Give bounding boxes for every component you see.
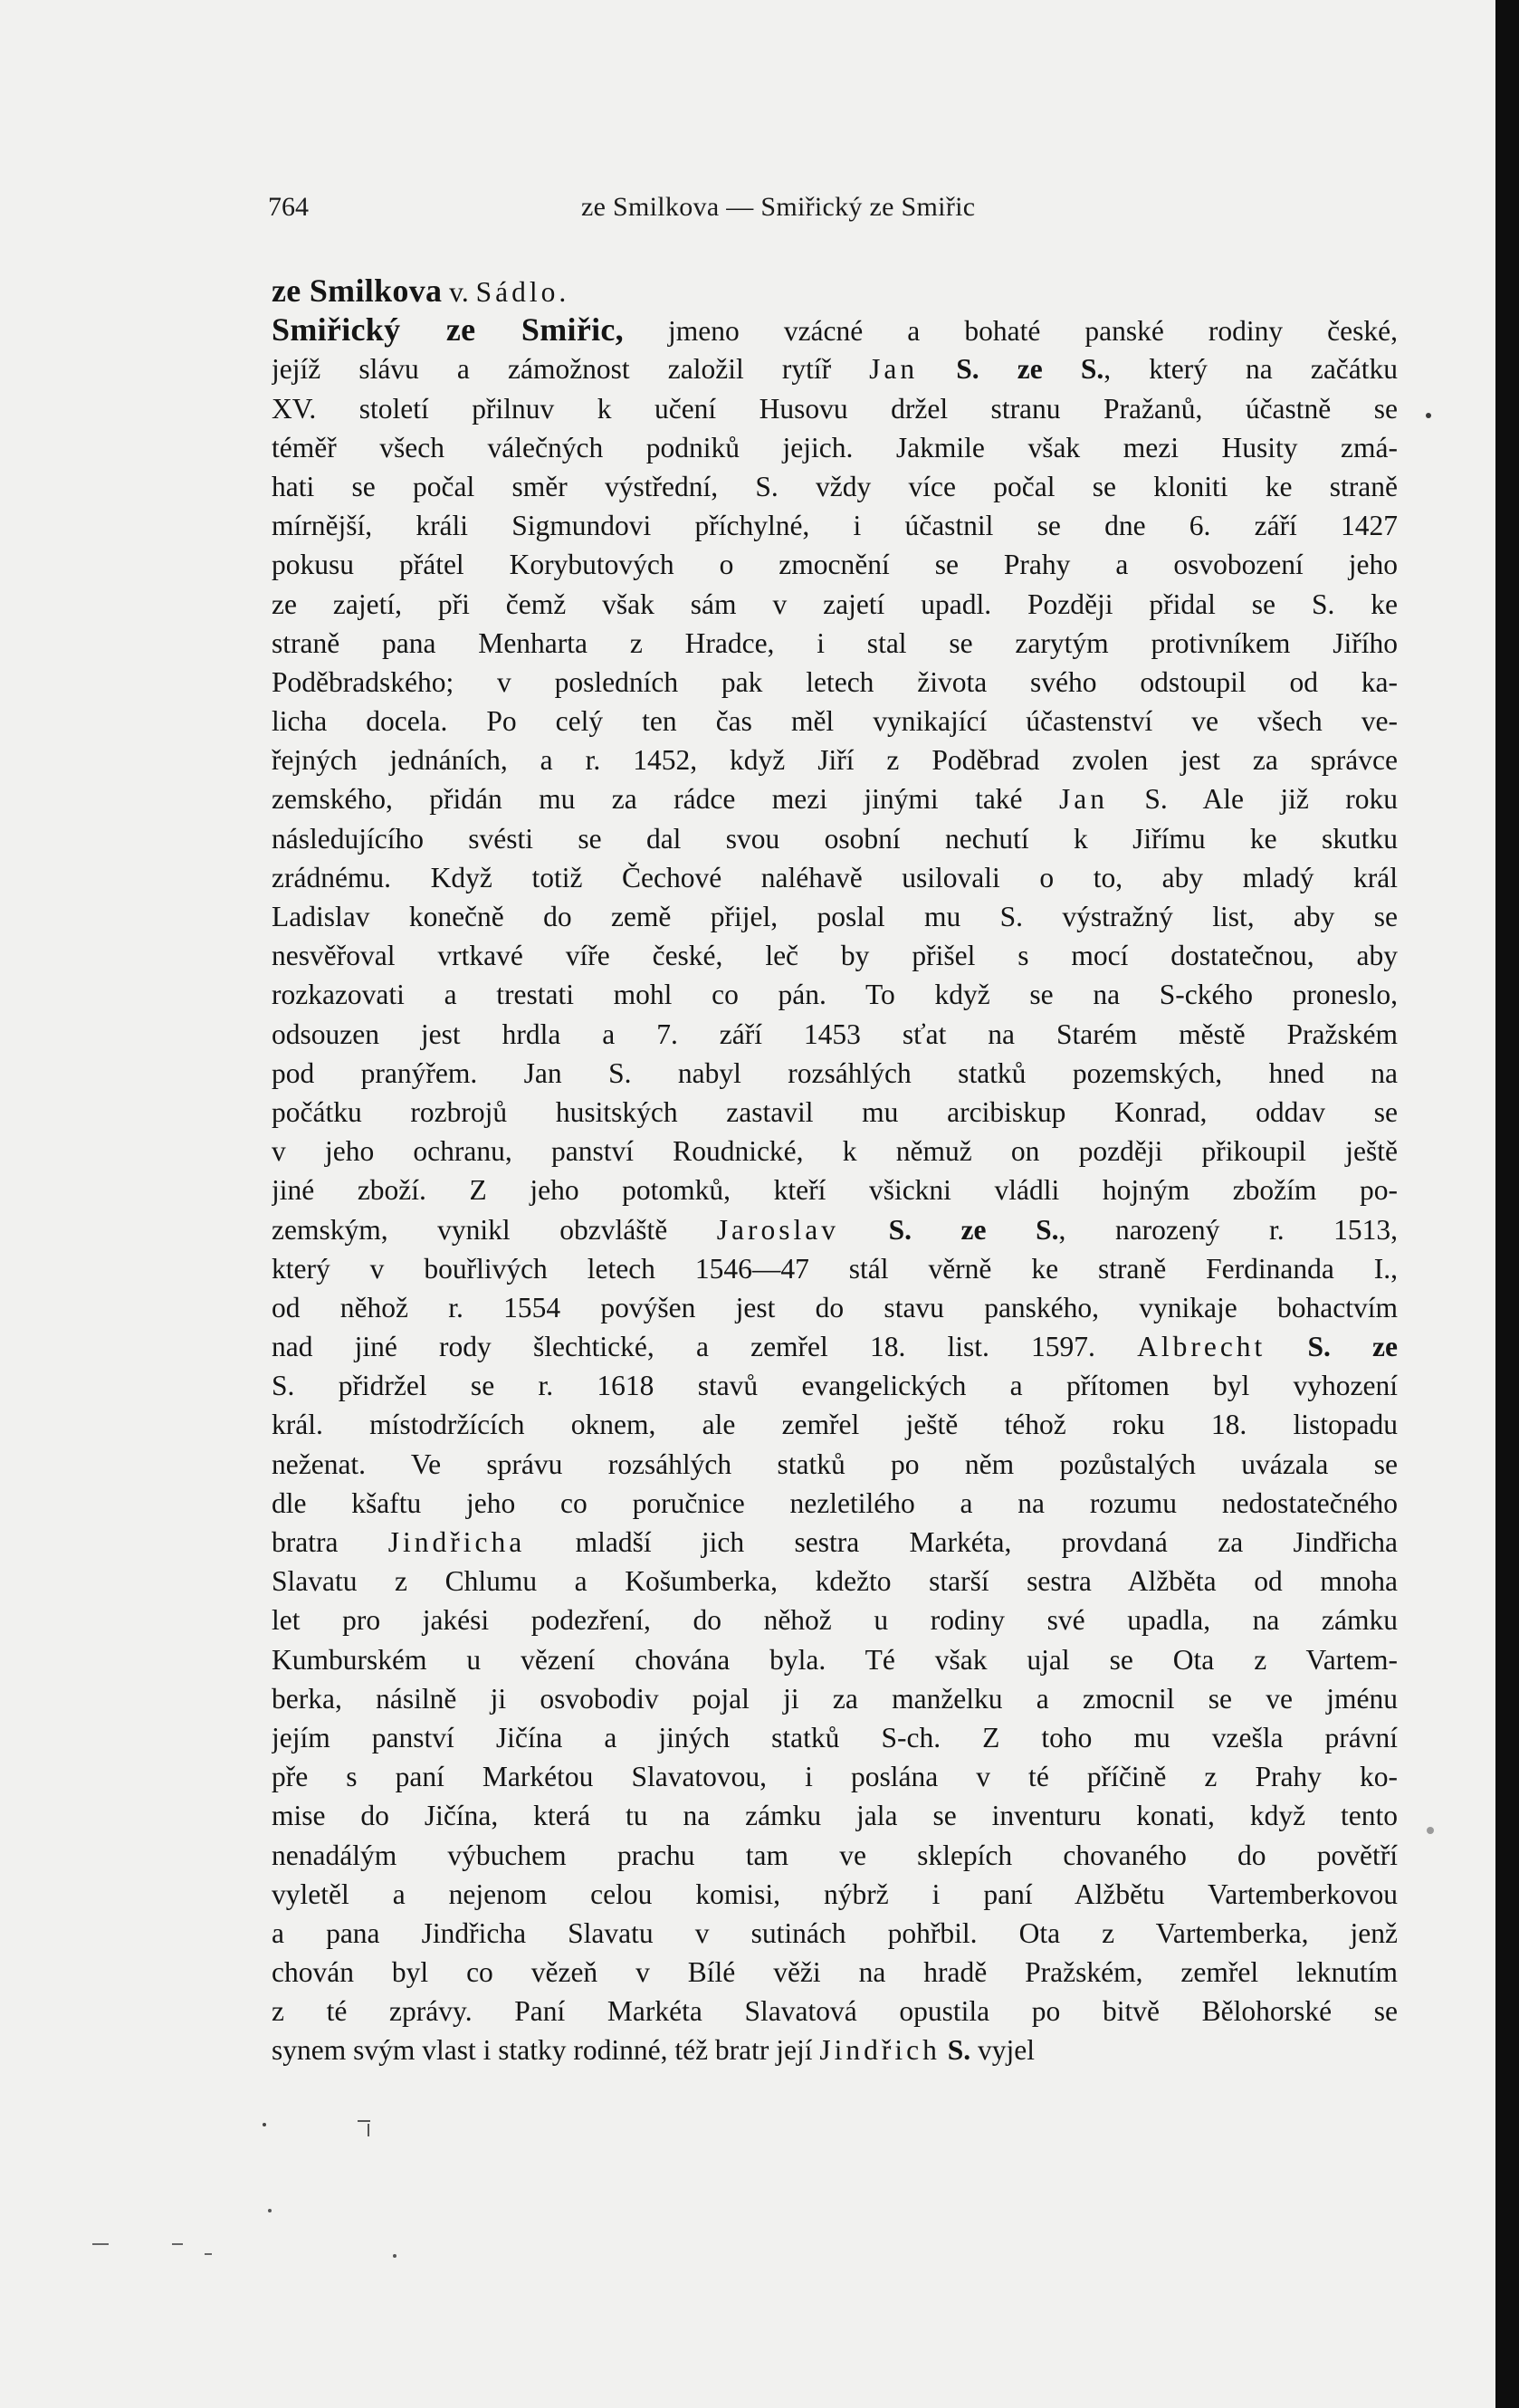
- text-run: mladší jich sestra Markéta, provdaná za Jindřicha: [525, 1526, 1398, 1558]
- text-line: [272, 585, 1398, 624]
- text-line: [272, 1132, 1398, 1171]
- text-line: [272, 975, 1398, 1014]
- text-run: mírnější, králi Sigmundovi příchylné, i účastnil se dne 6. září 1427: [272, 510, 1398, 542]
- text-run: bratra: [272, 1526, 388, 1558]
- text-run: [918, 353, 956, 385]
- text-run: chován byl co vězeň v Bílé věži na hradě Pražském, zemřel leknutím: [272, 1956, 1398, 1989]
- text-run: mise do Jičína, která tu na zámku jala se inventuru konati, když tento: [272, 1800, 1398, 1832]
- personal-name: Jaroslav: [716, 1213, 840, 1246]
- text-run: ze zajetí, při čemž však sám v zajetí upadl. Později přidal se S. ke: [272, 588, 1398, 620]
- entry-smiricky-ze-smiric: [272, 311, 1398, 2069]
- text-run: který v bouřlivých letech 1546—47 stál věrně ke straně Ferdinanda I.,: [272, 1252, 1398, 1285]
- text-run: , narozený r. 1513,: [1058, 1213, 1398, 1246]
- text-run: zemského, přidán mu za rádce mezi jinými také: [272, 783, 1059, 816]
- text-run: let pro jakési podezření, do něhož u rodiny své upadla, na zámku: [272, 1604, 1398, 1637]
- text-run: licha docela. Po celý ten čas měl vynikající účastenství ve všech ve-: [272, 705, 1398, 738]
- text-run: pod pranýřem. Jan S. nabyl rozsáhlých statků pozemských, hned na: [272, 1056, 1398, 1089]
- personal-name: Jindřich: [819, 2034, 941, 2067]
- text-line: [272, 428, 1398, 467]
- text-line: [272, 545, 1398, 584]
- text-line: [272, 1914, 1398, 1953]
- text-line: [272, 1953, 1398, 1992]
- page-number: 764: [268, 192, 309, 222]
- text-line: [272, 1796, 1398, 1835]
- text-line: [272, 1445, 1398, 1484]
- family-abbreviation: S. ze: [1307, 1331, 1398, 1363]
- text-line: [272, 1327, 1398, 1366]
- text-line: [272, 624, 1398, 663]
- text-line: [272, 1249, 1398, 1288]
- text-run: jiné zboží. Z jeho potomků, kteří všickni vládli hojným zbožím po-: [272, 1174, 1398, 1207]
- text-run: z té zprávy. Paní Markéta Slavatová opustila po bitvě Bělohorské se: [272, 1995, 1398, 2028]
- text-run: vyjel: [970, 2034, 1036, 2067]
- text-line: [272, 1992, 1398, 2031]
- text-line: [272, 819, 1398, 858]
- text-line: [272, 1523, 1398, 1562]
- cross-reference-target: Sádlo.: [475, 276, 570, 308]
- text-line: [272, 1718, 1398, 1757]
- text-run: řejných jednáních, a r. 1452, když Jiří z Poděbrad zvolen jest za správce: [272, 744, 1398, 777]
- text-run: téměř všech válečných podniků jejich. Jakmile však mezi Husity zmá-: [272, 431, 1398, 463]
- text-run: Slavatu z Chlumu a Košumberka, kdežto starší sestra Alžběta od mnoha: [272, 1565, 1398, 1598]
- text-line: [272, 1093, 1398, 1132]
- text-line: [272, 858, 1398, 897]
- text-line: [272, 467, 1398, 506]
- text-line: [272, 1640, 1398, 1679]
- text-run: , který na začátku: [1103, 353, 1398, 386]
- text-line: [272, 1171, 1398, 1209]
- text-line: [272, 1836, 1398, 1875]
- personal-name: Albrecht: [1137, 1331, 1266, 1363]
- text-line: [272, 1757, 1398, 1796]
- text-run: v jeho ochranu, panství Roudnické, k němuž on později přikoupil ještě: [272, 1135, 1398, 1168]
- text-line: [272, 389, 1398, 428]
- speck: [393, 2254, 396, 2258]
- speck: [268, 2209, 272, 2212]
- text-run: Poděbradského; v posledních pak letech života svého odstoupil od ka-: [272, 665, 1398, 698]
- text-line: [272, 1015, 1398, 1054]
- text-line: [272, 349, 1398, 388]
- text-run: počátku rozbrojů husitských zastavil mu arcibiskup Konrad, oddav se: [272, 1095, 1398, 1128]
- text-run: XV. století přilnuv k učení Husovu držel stranu Pražanů, účastně se: [272, 392, 1398, 425]
- personal-name: Jindřicha: [387, 1526, 526, 1558]
- text-line: [272, 741, 1398, 779]
- text-run: Kumburském u vězení chována byla. Té však ujal se Ota z Vartem-: [272, 1643, 1398, 1676]
- personal-name: Jan: [1058, 783, 1108, 816]
- text-run: neženat. Ve správu rozsáhlých statků po něm pozůstalých uvázala se: [272, 1448, 1398, 1480]
- text-run: od něhož r. 1554 povýšen jest do stavu panského, vynikaje bohactvím: [272, 1291, 1398, 1323]
- text-run: odsouzen jest hrdla a 7. září 1453 sťat na Starém městě Pražském: [272, 1018, 1398, 1050]
- text-line: [272, 1601, 1398, 1639]
- text-line: [272, 1288, 1398, 1327]
- entry-headword: ze Smilkova: [272, 272, 443, 309]
- text-line: [272, 936, 1398, 975]
- text-run: zrádnému. Když totiž Čechové naléhavě usilovali o to, aby mladý král: [272, 861, 1398, 893]
- text-run: Ladislav konečně do země přijel, poslal mu S. výstražný list, aby se: [272, 901, 1398, 932]
- text-run: hati se počal směr výstřední, S. vždy více počal se kloniti ke straně: [272, 470, 1398, 502]
- text-line: [272, 1875, 1398, 1914]
- family-abbreviation: S.: [947, 2034, 971, 2067]
- text-run: rozkazovati a trestati mohl co pán. To když se na S-ckého proneslo,: [272, 979, 1398, 1011]
- text-run: zemským, vynikl obzvláště: [272, 1213, 717, 1246]
- entry-headword: Smiřický ze Smiřic,: [272, 311, 624, 349]
- family-abbreviation: S. ze S.: [888, 1213, 1059, 1246]
- text-run: pře s paní Markétou Slavatovou, i poslána v té příčině z Prahy ko-: [272, 1761, 1398, 1793]
- speck: [172, 2243, 183, 2245]
- text-run: S. Ale již roku: [1107, 783, 1398, 816]
- speck: [1426, 413, 1431, 418]
- speck: [263, 2123, 266, 2126]
- family-abbreviation: S. ze S.: [956, 353, 1104, 386]
- page-header: [268, 192, 1398, 228]
- text-line: [272, 663, 1398, 702]
- text-run: král. místodržících oknem, ale zemřel ještě téhož roku 18. listopadu: [272, 1409, 1398, 1441]
- text-run: berka, násilně ji osvobodiv pojal ji za manželku a zmocnil se ve jménu: [272, 1682, 1398, 1715]
- text-line: [272, 702, 1398, 741]
- text-run: následujícího svésti se dal svou osobní nechutí k Jiřímu ke skutku: [272, 822, 1398, 855]
- text-line: [272, 1562, 1398, 1601]
- text-run: straně pana Menharta z Hradce, i stal se zarytým protivníkem Jiřího: [272, 626, 1398, 659]
- text-line: [272, 1054, 1398, 1093]
- personal-name: Jan: [869, 353, 919, 386]
- text-run: nenadálým výbuchem prachu tam ve sklepích chovaného do povětří: [272, 1839, 1398, 1871]
- scan-edge: [1495, 0, 1519, 2408]
- speck: [92, 2243, 109, 2245]
- speck: [1427, 1827, 1434, 1834]
- speck: [205, 2253, 212, 2255]
- running-title: ze Smilkova — Smiřický ze Smiřic: [581, 192, 976, 222]
- text-line: [272, 779, 1398, 818]
- text-line: [272, 1405, 1398, 1444]
- text-run: S. přidržel se r. 1618 stavů evangelických a přítomen byl vyhození: [272, 1370, 1398, 1402]
- text-run: nesvěřoval vrtkavé víře české, leč by přišel s mocí dostatečnou, aby: [272, 940, 1398, 972]
- text-run: jmeno vzácné a bohaté panské rodiny české,: [623, 315, 1398, 348]
- encyclopedia-text: [272, 272, 1398, 2070]
- text-run: jejím panství Jičína a jiných statků S-ch. Z toho mu vzešla právní: [272, 1721, 1398, 1753]
- text-run: jejíž slávu a zámožnost založil rytíř: [272, 353, 870, 386]
- text-line: [272, 506, 1398, 545]
- text-line: [272, 311, 1398, 349]
- text-line: [272, 2031, 1398, 2069]
- text-run: pokusu přátel Korybutových o zmocnění se Prahy a osvobození jeho: [272, 549, 1398, 581]
- text-run: dle kšaftu jeho co poručnice nezletilého a na rozumu nedostatečného: [272, 1486, 1398, 1519]
- text-run: vyletěl a nejenom celou komisi, nýbrž i paní Alžbětu Vartemberkovou: [272, 1878, 1398, 1910]
- text-line: [272, 1484, 1398, 1523]
- text-line: [272, 1679, 1398, 1718]
- entry-ze-smilkova: [272, 272, 1398, 311]
- text-line: [272, 1366, 1398, 1405]
- text-line: [272, 897, 1398, 936]
- speck: [358, 2120, 370, 2122]
- text-run: synem svým vlast i statky rodinné, též bratr její: [272, 2034, 820, 2067]
- text-run: nad jiné rody šlechtické, a zemřel 18. list. 1597.: [272, 1331, 1138, 1363]
- speck: [368, 2124, 369, 2136]
- text-line: [272, 1210, 1398, 1249]
- text-run: [839, 1214, 889, 1246]
- text-run: [1266, 1331, 1307, 1362]
- text-run: [941, 2034, 948, 2066]
- cross-reference-prefix: v.: [449, 276, 469, 308]
- text-run: a pana Jindřicha Slavatu v sutinách pohřbil. Ota z Vartemberka, jenž: [272, 1916, 1398, 1949]
